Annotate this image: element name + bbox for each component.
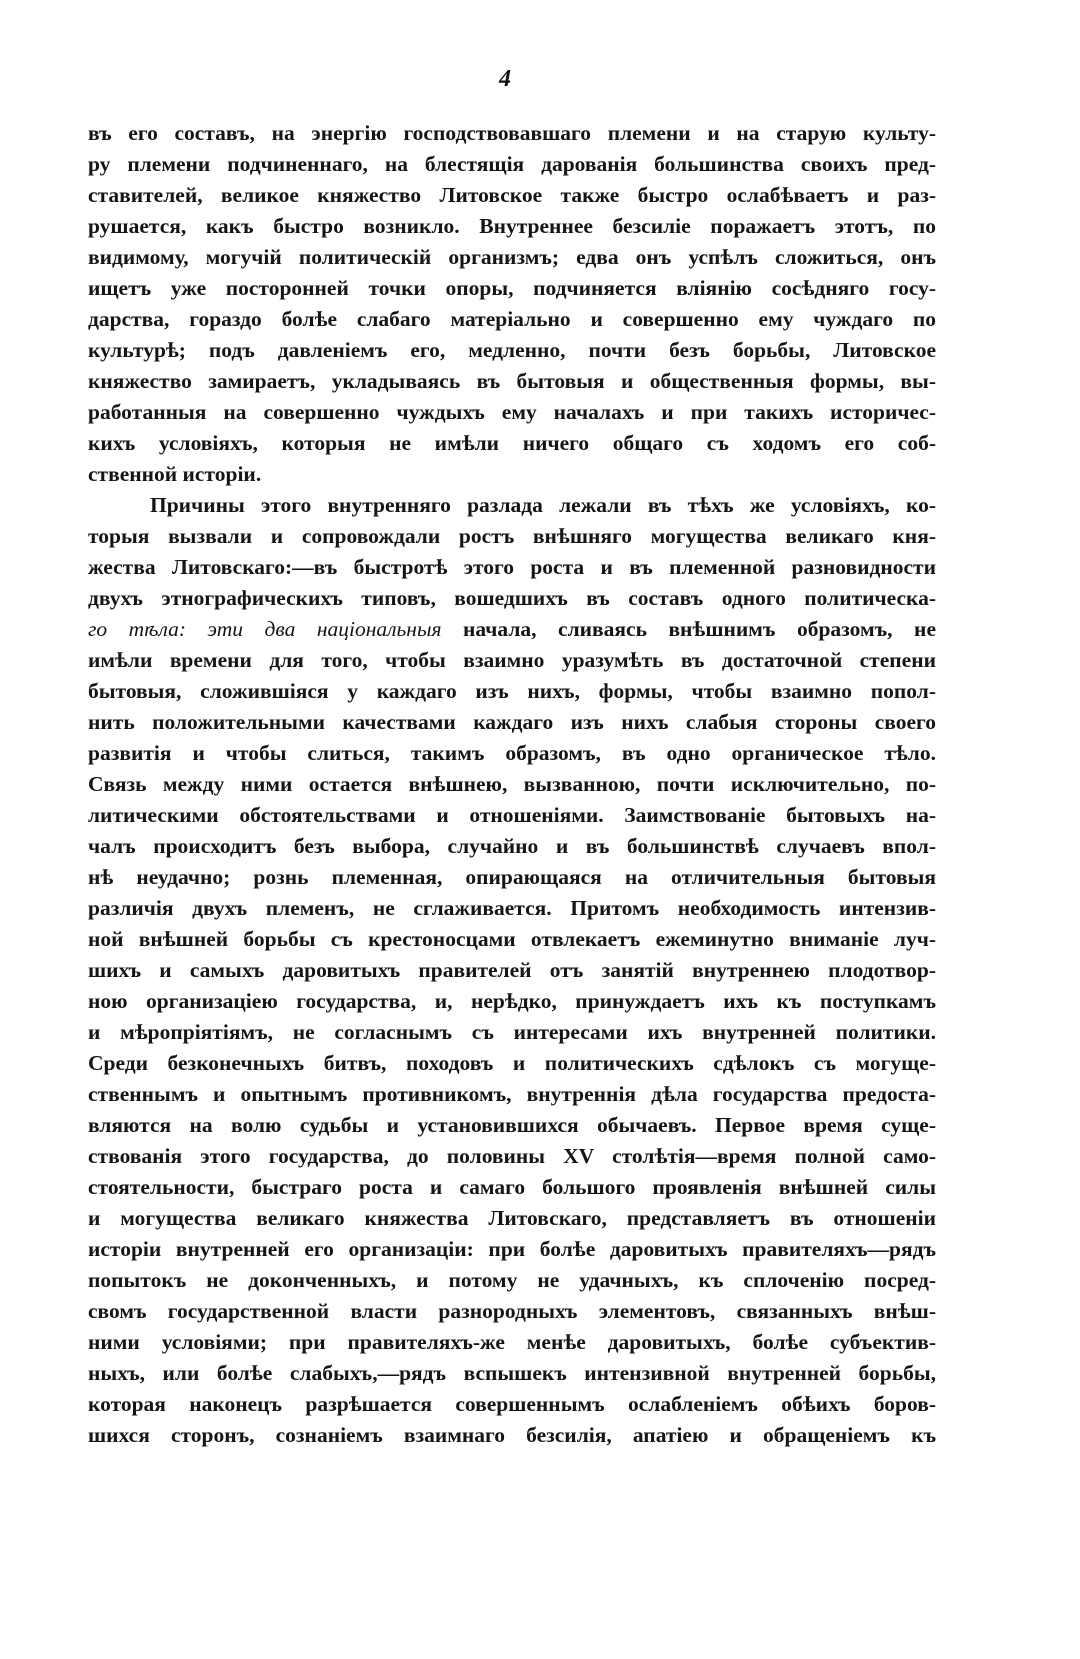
- text-line: и могущества великаго княжества Литовскаго, представляетъ въ отношеніи: [88, 1206, 936, 1230]
- text-line: свомъ государственной власти разнородныхъ элементовъ, связанныхъ внѣш-: [88, 1299, 936, 1323]
- text-line: имѣли времени для того, чтобы взаимно уразумѣть въ достаточной степени: [88, 648, 936, 672]
- text-line: жества Литовскаго:—въ быстротѣ этого роста и въ племенной разновидности: [88, 555, 936, 579]
- text-line: культурѣ; подъ давленіемъ его, медленно, почти безъ борьбы, Литовское: [88, 338, 936, 362]
- text-line: ственнымъ и опытнымъ противникомъ, внутреннія дѣла государства предоста-: [88, 1082, 936, 1106]
- text-line: княжество замираетъ, укладываясь въ бытовыя и общественныя формы, вы-: [88, 369, 936, 393]
- text-line: ствованія этого государства, до половины XV столѣтія—время полной само-: [88, 1144, 936, 1168]
- text-line: литическими обстоятельствами и отношеніями. Заимствованіе бытовыхъ на-: [88, 803, 936, 827]
- text-line: ныхъ, или болѣе слабыхъ,—рядъ вспышекъ интензивной внутренней борьбы,: [88, 1361, 936, 1385]
- text-line: нѣ неудачно; рознь племенная, опирающаяся на отличительныя бытовыя: [88, 865, 936, 889]
- text-line: ственной исторіи.: [88, 462, 262, 486]
- text-line: Связь между ними остается внѣшнею, вызванною, почти исключительно, по-: [88, 772, 936, 796]
- paragraph: [88, 118, 936, 490]
- text-line: Среди безконечныхъ битвъ, походовъ и политическихъ сдѣлокъ съ могуще-: [88, 1051, 936, 1075]
- text-line: которая наконецъ разрѣшается совершеннымъ ослабленіемъ обѣихъ боров-: [88, 1392, 936, 1416]
- text-line: кихъ условіяхъ, которыя не имѣли ничего общаго съ ходомъ его соб-: [88, 431, 936, 455]
- text-line: ними условіями; при правителяхъ-же менѣе даровитыхъ, болѣе субъектив-: [88, 1330, 936, 1354]
- text-line: шихъ и самыхъ даровитыхъ правителей отъ занятій внутреннею плодотвор-: [88, 958, 936, 982]
- text-line: торыя вызвали и сопровождали ростъ внѣшняго могущества великаго кня-: [88, 524, 936, 548]
- text-line: ищетъ уже посторонней точки опоры, подчиняется вліянію сосѣдняго госу-: [88, 276, 936, 300]
- text-line: нить положительными качествами каждаго изъ нихъ слабыя стороны своего: [88, 710, 936, 734]
- text-line: бытовыя, сложившіяся у каждаго изъ нихъ, формы, чтобы взаимно попол-: [88, 679, 936, 703]
- text-line: чалъ происходитъ безъ выбора, случайно и въ большинствѣ случаевъ впол-: [88, 834, 936, 858]
- text-line: ною организаціею государства, и, нерѣдко, принуждаетъ ихъ къ поступкамъ: [88, 989, 936, 1013]
- body-text: [88, 118, 936, 1451]
- text-line: вляются на волю судьбы и установившихся обычаевъ. Первое время суще-: [88, 1113, 936, 1137]
- text-line: ставителей, великое княжество Литовское также быстро ослабѣваетъ и раз-: [88, 183, 936, 207]
- text-line: дарства, гораздо болѣе слабаго матеріально и совершенно ему чуждаго по: [88, 307, 936, 331]
- text-line: ру племени подчиненнаго, на блестящія дарованія большинства своихъ пред-: [88, 152, 936, 176]
- text-line: Причины этого внутренняго разлада лежали въ тѣхъ же условіяхъ, ко-: [150, 493, 936, 517]
- text-line: различія двухъ племенъ, не сглаживается. Притомъ необходимость интензив-: [88, 896, 936, 920]
- text-line: и мѣропріятіямъ, не согласнымъ съ интересами ихъ внутренней политики.: [88, 1020, 936, 1044]
- page-number: 4: [499, 66, 511, 92]
- text-line: рушается, какъ быстро возникло. Внутреннее безсиліе поражаетъ этотъ, по: [88, 214, 936, 238]
- text-line: въ его составъ, на энергію господствовавшаго племени и на старую культу-: [88, 121, 936, 145]
- text-line: двухъ этнографическихъ типовъ, вошедшихъ въ составъ одного политическа-: [88, 586, 936, 610]
- text: начала, сливаясь внѣшнимъ образомъ, не: [463, 617, 936, 641]
- text-line: видимому, могучій политическій организмъ; едва онъ успѣлъ сложиться, онъ: [88, 245, 936, 269]
- text-line: шихся сторонъ, сознаніемъ взаимнаго безсилія, апатіею и обращеніемъ къ: [88, 1423, 936, 1447]
- text-line: исторіи внутренней его организаціи: при болѣе даровитыхъ правителяхъ—рядъ: [88, 1237, 936, 1261]
- paragraph: [88, 490, 936, 1451]
- text-line: [88, 614, 936, 645]
- text-line: попытокъ не доконченныхъ, и потому не удачныхъ, къ сплоченію посред-: [88, 1268, 936, 1292]
- text-line: развитія и чтобы слиться, такимъ образомъ, въ одно органическое тѣло.: [88, 741, 936, 765]
- text-line: стоятельности, быстраго роста и самаго большого проявленія внѣшней силы: [88, 1175, 936, 1199]
- italic-text: го тѣла: эти два національныя: [88, 617, 464, 641]
- text-line: работанныя на совершенно чуждыхъ ему началахъ и при такихъ историчес-: [88, 400, 936, 424]
- text-line: ной внѣшней борьбы съ крестоносцами отвлекаетъ ежеминутно вниманіе луч-: [88, 927, 936, 951]
